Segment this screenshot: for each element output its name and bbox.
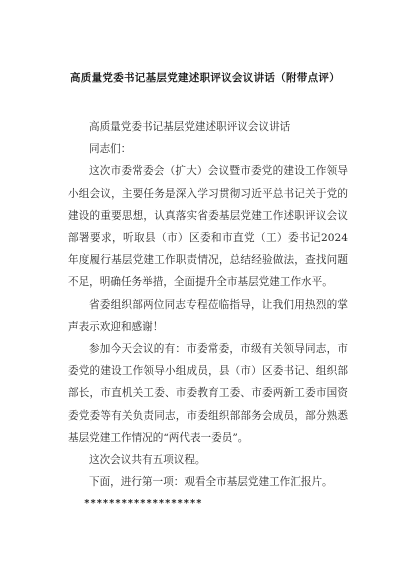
separator-stars: ******************* <box>84 498 203 510</box>
paragraph-4: 这次会议共有五项议程。 <box>89 454 206 467</box>
paragraph-1: 这次市委常委会（扩大）会议暨市委党的建设工作领导小组会议，主要任务是深入学习贯彻习近平总书记关于党的建设的重要思想，认真落实省委基层党建工作述职评议会议部署要求，听取县（市）区委和市直党（工）委书记2024年度履行基层党建工作职责情况，总结经验做法，查找问题不足，明确任务举措，全面提升全市基层党建工作水平。 <box>68 165 348 289</box>
document-title: 高质量党委书记基层党建述职评议会议讲话（附带点评） <box>70 72 340 84</box>
speech-subtitle: 高质量党委书记基层党建述职评议会议讲话 <box>89 121 291 133</box>
document-body <box>68 116 348 516</box>
paragraph-2: 省委组织部两位同志专程莅临指导，让我们用热烈的掌声表示欢迎和感谢！ <box>68 298 348 333</box>
paragraph-3: 参加今天会议的有：市委常委，市级有关领导同志，市委党的建设工作领导小组成员，县（市）区委书记、组织部部长，市直机关工委、市委教育工委、市委两新工委市国资委党委等有关负责同志，市委组织部部务会成员，部分熟悉基层党建工作情况的“两代表一委员”。 <box>68 343 348 444</box>
salutation: 同志们： <box>89 143 132 156</box>
paragraph-5: 下面，进行第一项：观看全市基层党建工作汇报片。 <box>89 476 333 489</box>
